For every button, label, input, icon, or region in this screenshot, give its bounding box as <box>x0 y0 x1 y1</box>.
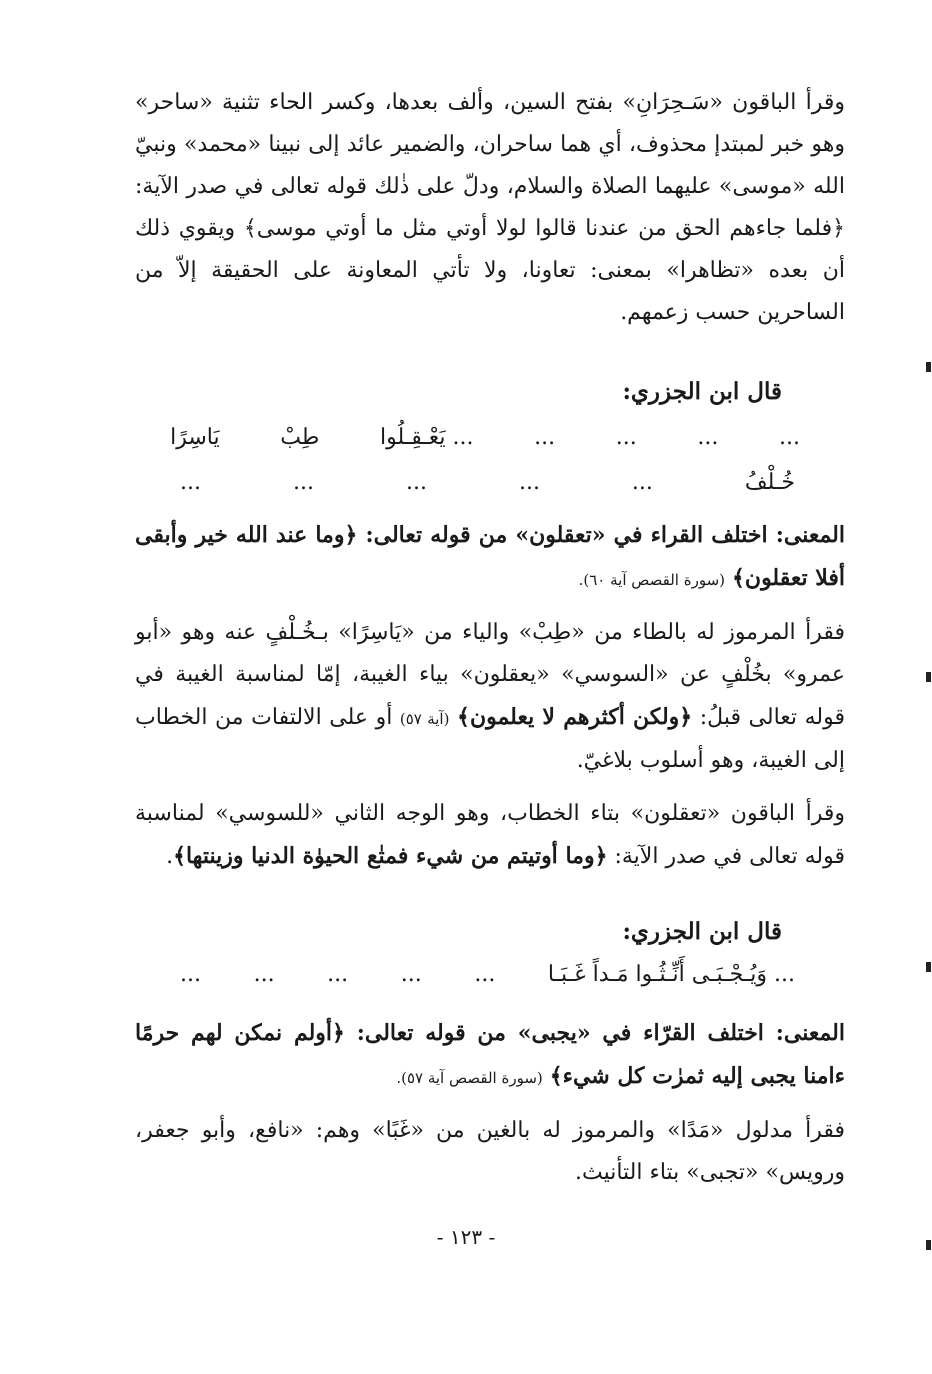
paragraph-5 <box>135 1012 845 1099</box>
verse-2-line-1 <box>180 962 795 987</box>
verse-word: ... <box>697 425 719 450</box>
paragraph-4 <box>135 793 845 878</box>
verse-word: ... <box>615 425 637 450</box>
para2-prefix: المعنى: اختلف القراء في «تعقلون» من قوله تعالى: <box>357 522 845 548</box>
paragraph-6: فقرأ مدلول «مَدًا» والمرموز له بالغين من «غَبًا» وهم: «نافع، وأبو جعفر، ورويس» «تجبى» بتاء التأنيث. <box>135 1118 845 1185</box>
verse-word: ... <box>400 962 422 987</box>
verse-word: ... <box>474 962 496 987</box>
verse-word: ... <box>518 470 540 495</box>
verse-word: ... <box>180 470 202 495</box>
verse-word: ... <box>631 470 653 495</box>
para4-prefix: وقرأ الباقون «تعقلون» بتاء الخطاب، وهو الوجه الثاني «للسوسي» لمناسبة قوله تعالى في صدر الآية: <box>135 801 845 869</box>
heading-ibn-aljazari-1: قال ابن الجزري: <box>622 378 782 405</box>
verse-word: خُـلْفُ <box>744 470 795 495</box>
para5-prefix: المعنى: اختلف القرّاء في «يجبى» من قوله تعالى: <box>344 1020 845 1046</box>
para3-prefix: فقرأ المرموز له بالطاء من «طِبْ» والياء من «يَاسِرًا» بـخُـلْفٍ عنه وهو «أبو عمرو» بخُلْفٍ عن «السوسي» «يعقلون» بياء الغيبة، إمّا لمناسبة الغيبة في قوله تعالى قبلُ: <box>135 620 845 730</box>
verse-1-line-1 <box>170 425 800 450</box>
verse-word: يَاسِرًا <box>170 425 220 450</box>
ayah-reference: (آية ٥٧) <box>399 710 450 728</box>
verse-word: ... <box>293 470 314 495</box>
quran-quote: ﴿وما عند الله خير وأبقى أفلا تعقلون﴾ <box>135 522 845 591</box>
verse-word: ... <box>405 470 427 495</box>
verse-1-line-2 <box>180 470 795 495</box>
page-number: - ١٢٣ - <box>436 1225 496 1249</box>
para3-suffix: أو على الالتفات من الخطاب إلى الغيبة، وهو أسلوب بلاغيّ. <box>135 705 845 773</box>
quran-quote: ﴿أولم نمكن لهم حرمًا ءامنا يجبى إليه ثمرٰت كل شيء﴾ <box>135 1020 845 1089</box>
quran-quote: ﴿ولكن أكثرهم لا يعلمون﴾ <box>457 704 693 730</box>
surah-reference: (سورة القصص آية ٦٠). <box>578 571 726 589</box>
verse-word: ... <box>327 962 349 987</box>
verse-word: ... وَيُـجْـبَـى أَنِّـثُـوا مَـداً غَـبَـا <box>547 962 795 987</box>
scan-edge-mark <box>926 1240 931 1250</box>
scan-edge-mark <box>926 962 931 972</box>
paragraph-1: وقرأ الباقون «سَـحِرَانِ» بفتح السين، وألف بعدها، وكسر الحاء تثنية «ساحر» وهو خبر لمبتدإ محذوف، أي هما ساحران، والضمير عائد إلى نبينا «محمد» ونبيّ الله «موسى» عليهما الصلاة والسلام، ودلّ على ذٰلك قوله تعالى في صدر الآية: ﴿فلما جاءهم الحق من عندنا قالوا لولا أوتي مثل ما أوتي موسى﴾ ويقوي ذلك أن بعده «تظاهرا» بمعنى: تعاونا، ولا تأتي المعاونة على الحقيقة إلاّ من الساحرين حسب زعمهم. <box>135 90 845 325</box>
surah-reference: (سورة القصص آية ٥٧). <box>396 1069 543 1087</box>
paragraph-3 <box>135 612 845 782</box>
verse-word: ... <box>779 425 800 450</box>
heading-ibn-aljazari-2: قال ابن الجزري: <box>622 918 782 945</box>
verse-word: طِبْ <box>280 425 320 450</box>
para4-suffix: . <box>166 844 174 869</box>
verse-word: ... <box>253 962 275 987</box>
verse-word: ... يَعْـقِـلُوا <box>380 425 474 450</box>
paragraph-2 <box>135 514 845 601</box>
verse-word: ... <box>180 962 201 987</box>
scan-edge-mark <box>926 362 931 372</box>
quran-quote: ﴿وما أوتيتم من شيء فمتٰع الحيوٰة الدنيا وزينتها﴾ <box>173 843 608 869</box>
scan-edge-mark <box>926 672 931 682</box>
verse-word: ... <box>534 425 556 450</box>
